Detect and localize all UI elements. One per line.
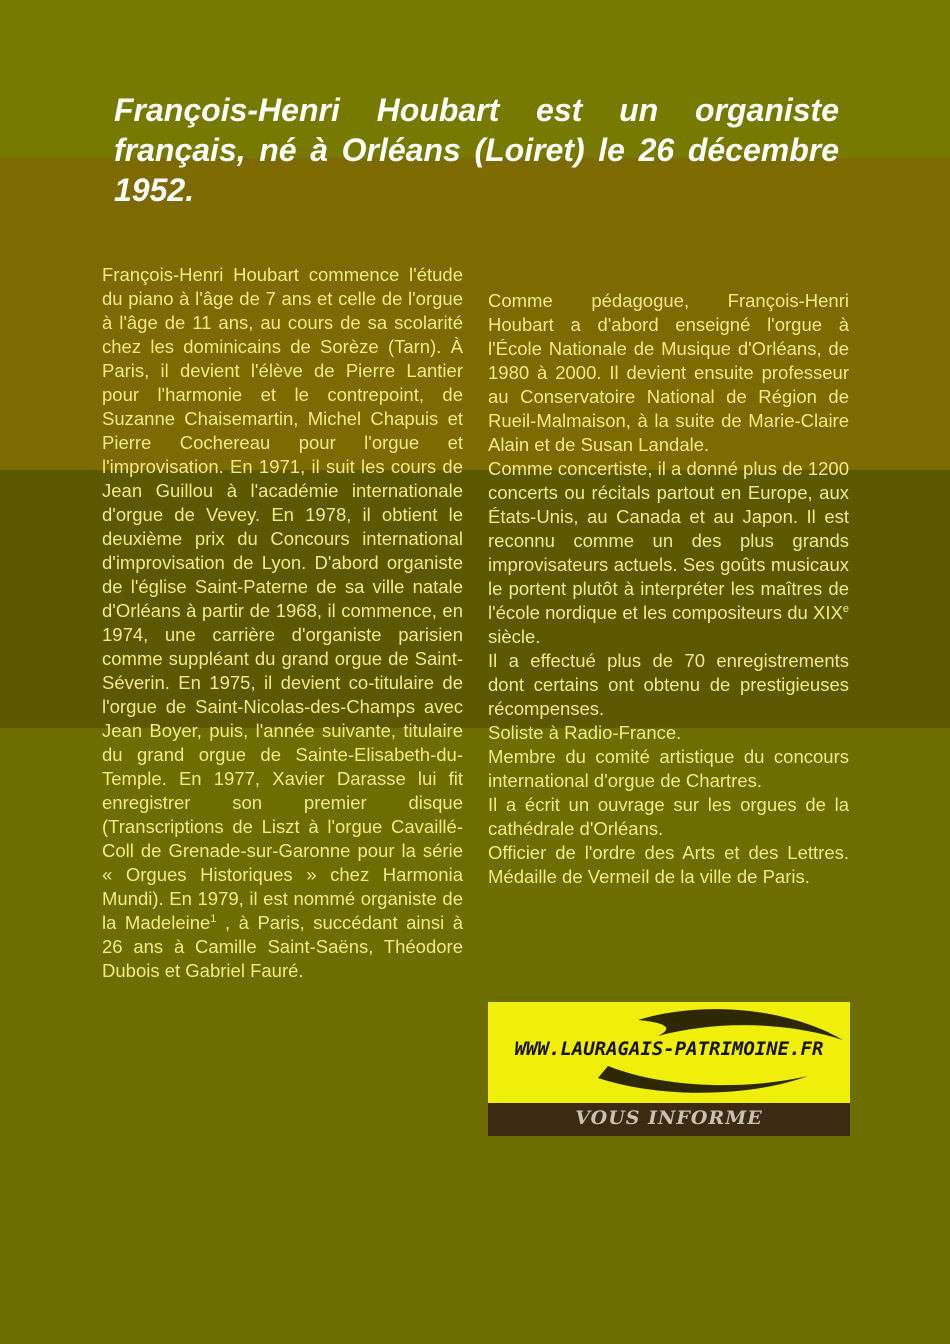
committee-paragraph: Membre du comité artistique du concours international d'orgue de Chartres.: [488, 746, 849, 791]
footnote-marker: 1: [210, 912, 217, 925]
teaching-paragraph: Comme pédagogue, François-Henri Houbart a d'abord enseigné l'orgue à l'École Nationale de Musique d'Orléans, de 1980 à 2000. Il devient ensuite professeur au Conservatoire National de Région de Rueil-Malmaison, à la suite de Marie-Claire Alain et de Susan Landale.: [488, 290, 849, 455]
career-column: [488, 289, 849, 889]
concert-text-end: siècle.: [488, 626, 541, 647]
biography-column: [102, 263, 463, 983]
banner-tagline: VOUS INFORME: [575, 1107, 763, 1129]
biography-text-end: , à Paris, succédant ainsi à 26 ans à Camille Saint-Saëns, Théodore Dubois et Gabriel Fauré.: [102, 912, 463, 981]
biography-text: François-Henri Houbart commence l'étude du piano à l'âge de 7 ans et celle de l'orgue à l'âge de 11 ans, au cours de sa scolarité chez les dominicains de Sorèze (Tarn). À Paris, il devient l'élève de Pierre Lantier pour l'harmonie et le contrepoint, de Suzanne Chaisemartin, Michel Chapuis et Pierre Cochereau pour l'orgue et l'improvisation. En 1971, il suit les cours de Jean Guillou à l'académie internationale d'orgue de Vevey. En 1978, il obtient le deuxième prix du Concours international d'improvisation de Lyon. D'abord organiste de l'église Saint-Paterne de sa ville natale d'Orléans à partir de 1968, il commence, en 1974, une carrière d'organiste parisien comme suppléant du grand orgue de Saint-Séverin. En 1975, il devient co-titulaire de l'orgue de Saint-Nicolas-des-Champs avec Jean Boyer, puis, l'année suivante, titulaire du grand orgue de Sainte-Elisabeth-du-Temple. En 1977, Xavier Darasse lui fit enregistrer son premier disque (Transcriptions de Liszt à l'orgue Cavaillé-Coll de Grenade-sur-Garonne pour la série « Orgues Historiques » chez Harmonia Mundi). En 1979, il est nommé organiste de la Madeleine: [102, 264, 463, 933]
banner-url[interactable]: WWW.LAURAGAIS-PATRIMOINE.FR: [514, 1038, 824, 1060]
book-paragraph: Il a écrit un ouvrage sur les orgues de la cathédrale d'Orléans.: [488, 794, 849, 839]
concert-paragraph: [488, 457, 849, 649]
lauragais-patrimoine-banner[interactable]: [488, 1002, 850, 1136]
banner-strip: [488, 1103, 850, 1136]
page-headline: François-Henri Houbart est un organiste français, né à Orléans (Loiret) le 26 décembre 1952.: [114, 92, 839, 208]
biography-paragraph: [102, 263, 463, 983]
century-superscript: e: [842, 602, 849, 615]
honours-paragraph: Officier de l'ordre des Arts et des Lettres. Médaille de Vermeil de la ville de Paris.: [488, 842, 849, 887]
recordings-paragraph: Il a effectué plus de 70 enregistrements dont certains ont obtenu de prestigieuses récompenses.: [488, 650, 849, 719]
concert-text: Comme concertiste, il a donné plus de 1200 concerts ou récitals partout en Europe, aux États-Unis, au Canada et au Japon. Il est reconnu comme un des plus grands improvisateurs actuels. Ses goûts musicaux le portent plutôt à interpréter les maîtres de l'école nordique et les compositeurs du XIX: [488, 458, 849, 623]
radio-paragraph: Soliste à Radio-France.: [488, 722, 682, 743]
